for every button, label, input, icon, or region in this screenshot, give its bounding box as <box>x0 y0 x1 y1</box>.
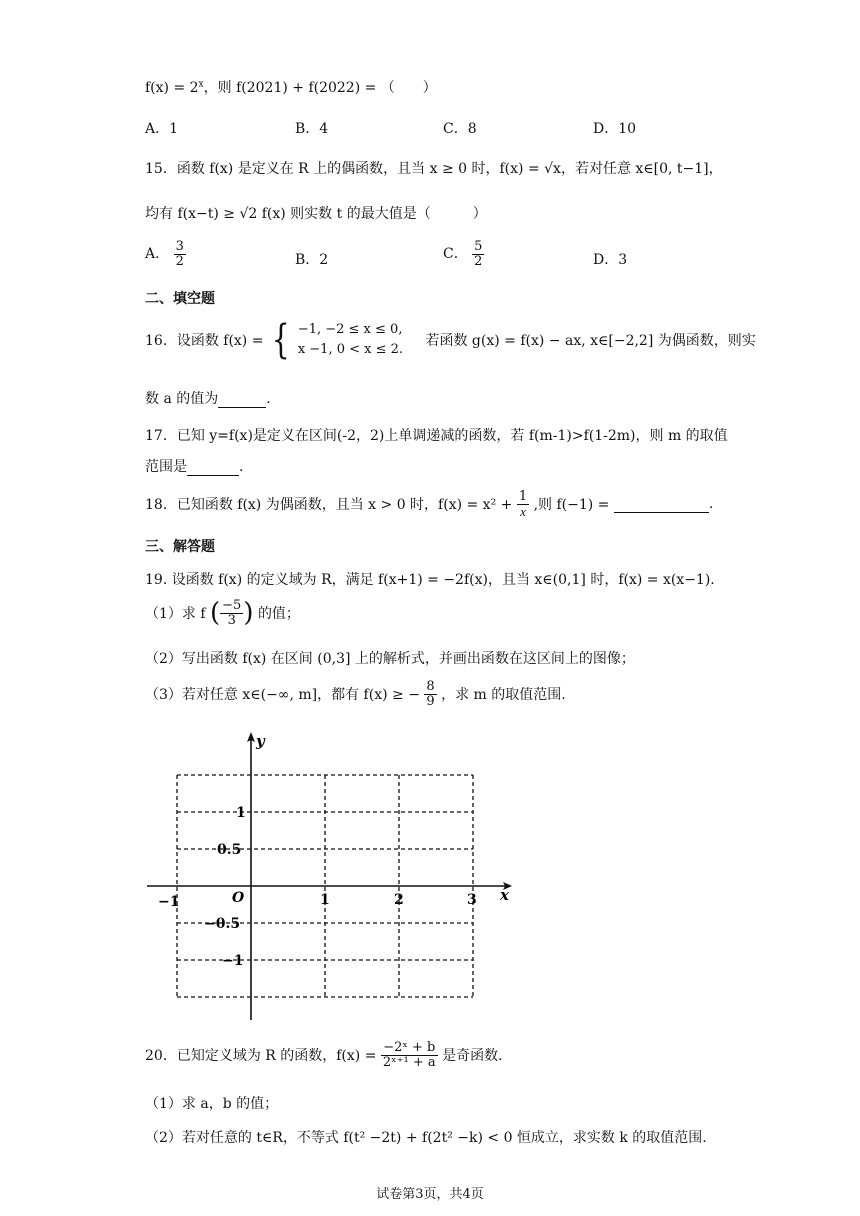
q19-part1-suffix: 的值； <box>257 606 300 622</box>
q16-brace: { <box>271 317 290 364</box>
q15-option-d-letter: D． <box>593 252 619 268</box>
q14-stem-exponent: x <box>198 79 204 90</box>
q17-line2 <box>145 456 243 476</box>
q14-option-a: A．1 <box>145 121 179 137</box>
x-tick-neg1: −1 <box>158 894 180 910</box>
section-answer-heading: 三、解答题 <box>145 539 215 555</box>
q15-option-a-den: 2 <box>175 253 184 269</box>
q15-option-d-value: 3 <box>618 252 628 268</box>
y-tick-neg0-5: −0.5 <box>204 916 241 932</box>
origin-label: O <box>232 890 245 906</box>
q20-suffix: 是奇函数. <box>442 1048 503 1065</box>
q18-frac-num: 1 <box>518 489 528 504</box>
q17-line1: 17．已知 y=f(x)是定义在区间(-2，2)上单调递减的函数，若 f(m-1)>f(1-2m)，则 m 的取值 <box>145 428 728 444</box>
q15-option-c-letter: C． <box>443 246 468 263</box>
q20-part1: （1）求 a，b 的值； <box>145 1096 279 1112</box>
q15-option-a-fraction <box>174 240 186 268</box>
q19-part3-prefix: （3）若对任意 x∈(−∞, m]，都有 f(x) ≥ − <box>145 687 420 704</box>
q15-line1: 15．函数 f(x) 是定义在 R 上的偶函数，且当 x ≥ 0 时，f(x) = √x，若对任意 x∈[0, t−1]， <box>145 161 723 177</box>
page-footer: 试卷第3页，共4页 <box>376 1187 484 1202</box>
q15-option-b <box>295 249 328 269</box>
q19-part1-prefix: （1）求 f <box>145 606 206 622</box>
q18-frac-den: x <box>520 503 526 519</box>
q19-part3-num: 8 <box>426 679 435 694</box>
y-tick-0-5: 0.5 <box>217 842 242 858</box>
q17-line2-text: 范围是 <box>145 459 187 475</box>
q19-part1-lparen: ( <box>210 598 221 628</box>
x-tick-2: 2 <box>394 892 404 908</box>
q15-option-d <box>593 249 627 269</box>
q18-prefix: 18．已知函数 f(x) 为偶函数，且当 x > 0 时，f(x) = x² + <box>145 497 513 514</box>
x-tick-1: 1 <box>320 892 330 908</box>
q16-suffix: 若函数 g(x) = f(x) − ax, x∈[−2,2] 为偶函数，则实 <box>425 333 756 350</box>
q18-line <box>145 490 713 518</box>
q19-part1-den: 3 <box>227 612 236 628</box>
q15-line2: 均有 f(x−t) ≥ √2 f(x) 则实数 t 的最大值是（ ） <box>145 206 487 222</box>
section-fill-in-heading: 二、填空题 <box>145 291 215 307</box>
q18-suffix: ,则 f(−1) = <box>533 497 610 514</box>
q20-line1 <box>145 1041 503 1069</box>
q15-option-a-letter: A． <box>145 246 170 263</box>
q19-part1-fraction <box>220 599 243 627</box>
y-tick-neg1: −1 <box>222 953 244 969</box>
x-axis-label: x <box>500 886 509 904</box>
x-tick-3: 3 <box>467 892 477 908</box>
q20-frac-den: 2ˣ⁺¹ + a <box>382 1054 436 1070</box>
y-axis-label: y <box>256 732 265 750</box>
q18-answer-blank[interactable] <box>614 496 709 513</box>
q14-option-b: B．4 <box>295 121 329 137</box>
q14-stem-part1: f(x) = 2 <box>145 80 199 96</box>
q19-part3-fraction <box>424 680 436 708</box>
q17-line2-end: . <box>239 459 244 475</box>
q16-prefix: 16．设函数 f(x) = <box>145 333 264 350</box>
q16-line2 <box>145 388 271 408</box>
q19-line1: 19. 设函数 f(x) 的定义域为 R，满足 f(x+1) = −2f(x)，且当 x∈(0,1] 时，f(x) = x(x−1). <box>145 572 715 588</box>
q20-part2: （2）若对任意的 t∈R，不等式 f(t² −2t) + f(2t² −k) < 0 恒成立，求实数 k 的取值范围. <box>145 1130 707 1146</box>
q19-part1 <box>145 598 300 628</box>
q15-option-a-num: 3 <box>175 239 184 254</box>
q20-fraction <box>381 1041 438 1069</box>
coordinate-grid <box>140 728 530 1028</box>
q16-line2-text: 数 a 的值为 <box>145 391 219 407</box>
q19-part3 <box>145 680 566 708</box>
q19-part3-suffix: ，求 m 的取值范围. <box>441 687 566 704</box>
q16-cases <box>298 320 403 360</box>
q18-fraction <box>517 490 529 518</box>
q15-option-b-letter: B． <box>295 252 320 268</box>
q15-option-c-num: 5 <box>474 239 483 254</box>
q16-line2-end: . <box>266 391 271 407</box>
q15-option-c-den: 2 <box>474 253 483 269</box>
q15-option-a <box>145 240 186 268</box>
q19-part2: （2）写出函数 f(x) 在区间 (0,3] 上的解析式，并画出函数在这区间上的图像； <box>145 651 635 667</box>
q20-prefix: 20．已知定义域为 R 的函数，f(x) = <box>145 1048 377 1065</box>
q14-stem-part2: ，则 f(2021) + f(2022) = （ ） <box>203 80 437 96</box>
q20-frac-num: −2ˣ + b <box>381 1041 438 1056</box>
y-tick-1: 1 <box>236 805 246 821</box>
q14-option-c: C．8 <box>443 121 477 137</box>
q16-line1 <box>145 317 756 364</box>
q19-part3-den: 9 <box>426 693 435 709</box>
q14-stem <box>145 77 437 97</box>
q15-option-b-value: 2 <box>319 252 329 268</box>
q19-part1-rparen: ) <box>243 598 254 628</box>
q19-part1-num: −5 <box>222 597 242 613</box>
q16-answer-blank[interactable] <box>218 391 266 408</box>
q16-case1: −1, −2 ≤ x ≤ 0, <box>297 322 403 337</box>
q18-end: . <box>708 496 714 513</box>
q15-option-c <box>443 240 484 268</box>
q16-case2: x −1, 0 < x ≤ 2. <box>297 342 404 358</box>
q14-option-d: D．10 <box>593 121 637 137</box>
q15-option-c-fraction <box>472 240 484 268</box>
q17-answer-blank[interactable] <box>187 459 239 476</box>
